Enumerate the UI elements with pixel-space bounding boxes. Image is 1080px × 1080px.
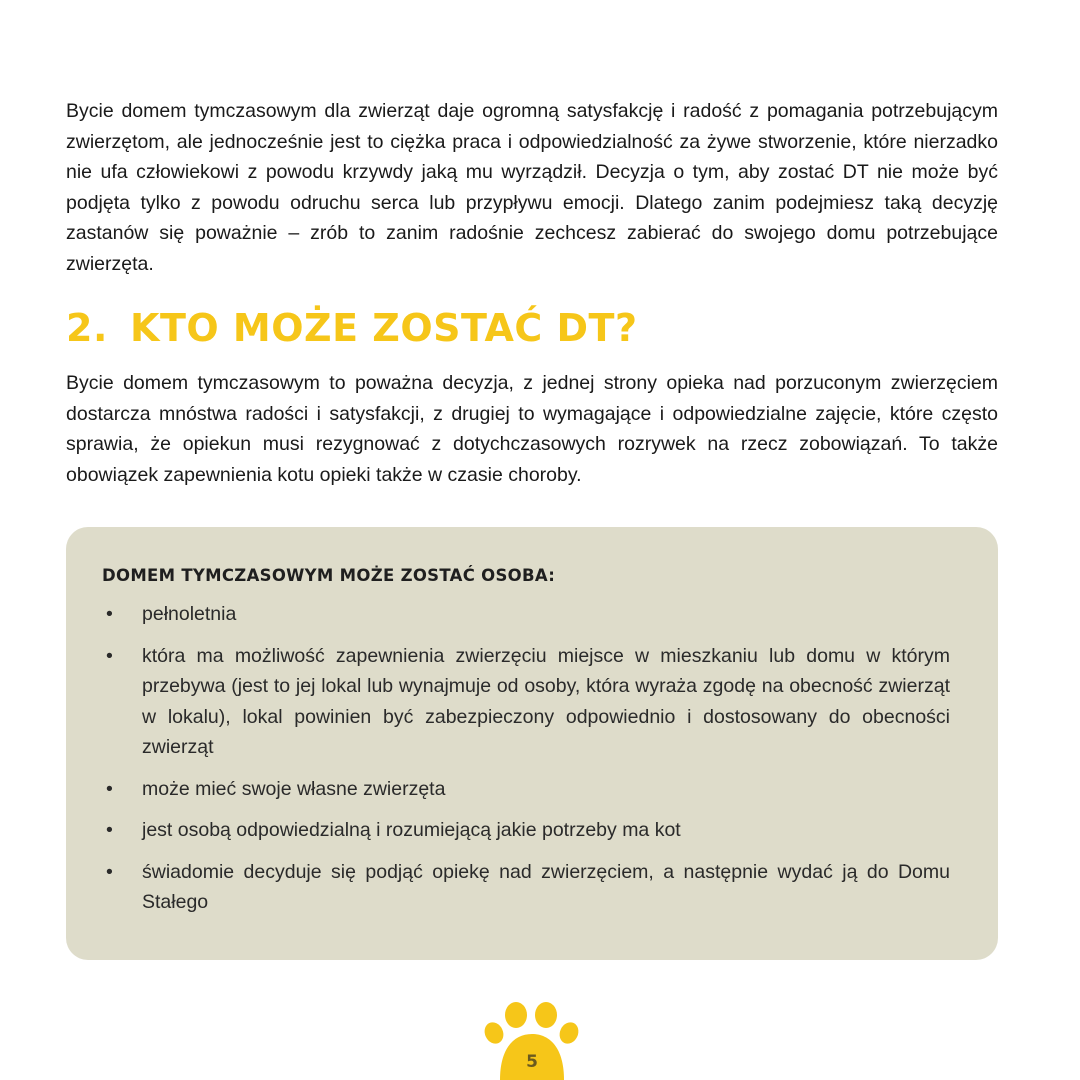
list-item-text: która ma możliwość zapewnienia zwierzęciu miejsce w mieszkaniu lub domu w którym przebywa (jest to jej lokal lub wynajmuje od osoby, która wyraża zgodę na obecność zwierząt w lokalu), lokal powinien być zabezpieczony odpowiednio i dostosowany do obecności zwierząt	[142, 644, 950, 758]
requirements-list	[102, 599, 950, 918]
list-item-text: pełnoletnia	[142, 603, 237, 625]
list-item	[102, 774, 950, 805]
section-paragraph: Bycie domem tymczasowym to poważna decyzja, z jednej strony opieka nad porzuconym zwierzęciem dostarcza mnóstwa radości i satysfakcji, z drugiej to wymagające i odpowiedzialne zajęcie, które często sprawia, że opiekun musi rezygnować z dotychczasowych rozrywek na rzecz zobowiązań. To także obowiązek zapewnienia kotu opieki także w czasie choroby.	[66, 372, 998, 486]
paw-icon	[482, 998, 582, 1080]
requirements-title: DOMEM TYMCZASOWYM MOŻE ZOSTAĆ OSOBA:	[102, 566, 556, 585]
list-item	[102, 599, 950, 630]
list-item-text: może mieć swoje własne zwierzęta	[142, 777, 446, 800]
bullet-icon: •	[106, 860, 113, 883]
intro-paragraph: Bycie domem tymczasowym dla zwierząt daje ogromną satysfakcję i radość z pomagania potrzebującym zwierzętom, ale jednocześnie jest to ciężka praca i odpowiedzialność za żywe stworzenie, które nierzadko nie ufa człowiekowi z powodu krzywdy jaką mu wyrządził. Decyzja o tym, aby zostać DT nie może być podjęta tylko z powodu odruchu serca lub przypływu emocji. Dlatego zanim podejmiesz taką decyzję zastanów się poważnie – zrób to zanim radośnie zechcesz zabierać do swojego domu potrzebujące zwierzęta.	[66, 100, 998, 275]
bullet-icon: •	[106, 777, 113, 800]
bullet-icon: •	[106, 603, 113, 625]
requirements-box	[66, 527, 998, 960]
section-title: KTO MOŻE ZOSTAĆ DT?	[130, 306, 638, 350]
section-number: 2.	[66, 306, 108, 350]
section-heading	[66, 300, 638, 356]
list-item	[102, 641, 950, 763]
list-item	[102, 815, 950, 846]
bullet-icon: •	[106, 644, 113, 667]
list-item-text: świadomie decyduje się podjąć opiekę nad zwierzęciem, a następnie wydać ją do Domu Stałego	[142, 860, 950, 913]
bullet-icon: •	[106, 819, 113, 841]
page-number: 5	[526, 1052, 538, 1072]
list-item-text: jest osobą odpowiedzialną i rozumiejącą jakie potrzeby ma kot	[142, 819, 681, 841]
list-item	[102, 857, 950, 918]
